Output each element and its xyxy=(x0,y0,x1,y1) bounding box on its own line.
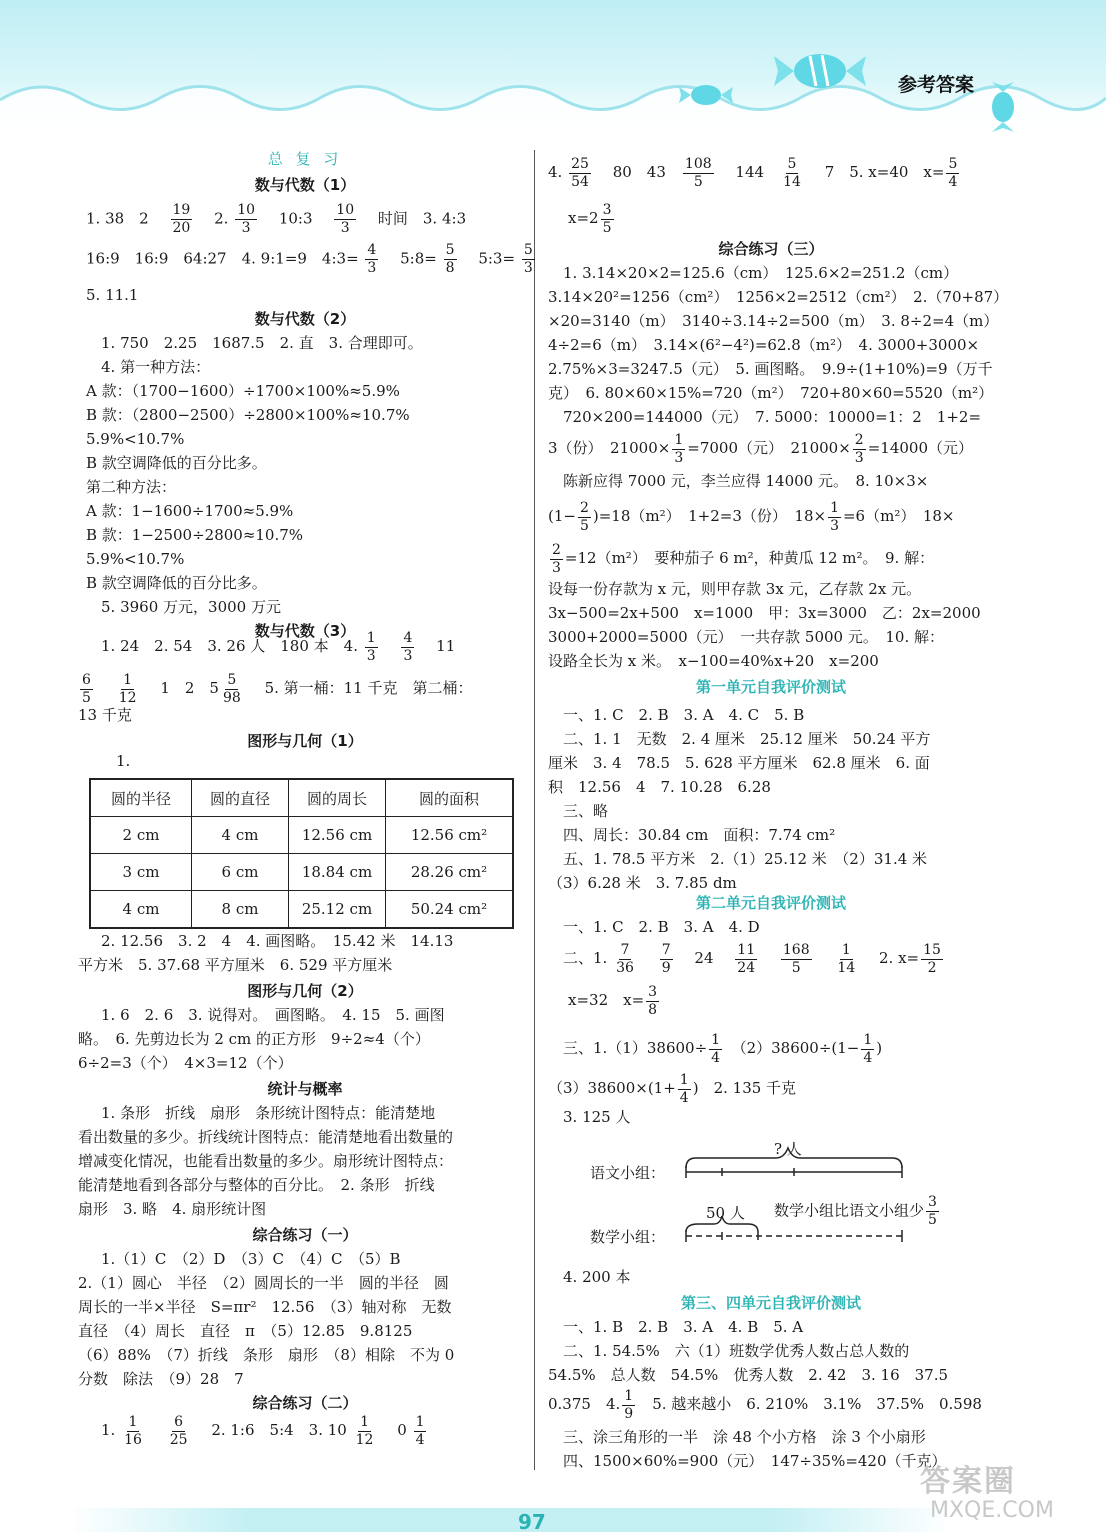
answer-line: 一、1. B 2. B 3. A 4. B 5. A xyxy=(548,1318,804,1336)
answer-line: 陈新应得 7000 元，李兰应得 14000 元。 8. 10×3× xyxy=(548,472,929,490)
answer-line: 1. xyxy=(116,752,131,770)
candy-icon xyxy=(770,46,870,96)
table-cell: 28.26 cm² xyxy=(386,854,514,891)
answer-line: 直径 （4）周长 直径 π （5）12.85 9.8125 xyxy=(78,1322,413,1340)
table-cell: 25.12 cm xyxy=(289,891,386,929)
answer-line: ×20=3140（m） 3140÷3.14÷2=500（m） 3. 8÷2=4（m） xyxy=(548,312,999,330)
watermark-url: MXQE.COM xyxy=(930,1498,1054,1523)
answer-line: 克） 6. 80×60×15%=720（m²） 720+80×60=5520（m²） xyxy=(548,384,994,402)
diagram-fifty-label: 50 人 xyxy=(706,1204,745,1222)
answer-line: B 款：1−2500÷2800≈10.7% xyxy=(86,526,304,544)
section-title: 数与代数（1） xyxy=(254,176,356,194)
answer-line: 4. $\frac{25}{54}$ 80 43 $\frac{108}{5}$ 144 $\frac{5}{14}$ 7 5. x=40 x= $\frac{5}{4}$ xyxy=(548,155,958,190)
answer-line: （6）88% （7）折线 条形 扇形 （8）相除 不为 0 xyxy=(78,1346,455,1364)
answer-line: A 款：（1700−1600）÷1700×100%≈5.9% xyxy=(86,382,400,400)
answer-line: 1. $\frac{1}{16}$ $\frac{6}{25}$ 2. 1:6 5:4 3. 10 $\frac{1}{12}$ 0 $\frac{1}{4}$ xyxy=(86,1413,425,1448)
answer-line: 6÷2=3（个） 4×3=12（个） xyxy=(78,1054,293,1072)
section-title: 总 复 习 xyxy=(267,150,343,168)
section-title: 第三、四单元自我评价测试 xyxy=(680,1294,861,1312)
section-title: 第二单元自我评价测试 xyxy=(695,894,846,912)
answer-line: 4÷2=6（m） 3.14×(6²−4²)=62.8（m²） 4. 3000+3000× xyxy=(548,336,980,354)
table-cell: 18.84 cm xyxy=(289,854,386,891)
answer-line: 5. 3960 万元，3000 万元 xyxy=(86,598,281,616)
answer-line: 5.9%<10.7% xyxy=(86,430,185,448)
answer-line: 一、1. C 2. B 3. A 4. D xyxy=(548,918,760,936)
answer-line: 第二种方法： xyxy=(86,478,177,496)
answer-line: （3）6.28 米 3. 7.85 dm xyxy=(548,874,737,892)
answer-line: 四、1500×60%=900（元） 147÷35%=420（千克） xyxy=(548,1452,947,1470)
column-divider xyxy=(534,150,535,1470)
answer-line: 4. 200 本 xyxy=(548,1268,631,1286)
section-title: 综合练习（二） xyxy=(252,1394,358,1412)
answer-line: 三、略 xyxy=(548,802,609,820)
section-title: 图形与几何（1） xyxy=(247,732,363,750)
section-title: 数与代数（2） xyxy=(254,310,356,328)
table-header-row xyxy=(90,779,513,817)
answer-line: 能清楚地看到各部分与整体的百分比。 2. 条形 折线 xyxy=(78,1176,435,1194)
answer-line: 二、1. 54.5% 六（1）班数学优秀人数占总人数的 xyxy=(548,1342,910,1360)
answer-line: 1. 750 2.25 1687.5 2. 直 3. 合理即可。 xyxy=(86,334,423,352)
answer-line: 1. 24 2. 54 3. 26 人 180 本 4. $\frac{1}{3}$ $\frac{4}{3}$ 11 xyxy=(86,629,456,664)
table-cell: 3 cm xyxy=(90,854,192,891)
answer-line: 厘米 3. 4 78.5 5. 628 平方厘米 62.8 厘米 6. 面 xyxy=(548,754,930,772)
answer-line: 平方米 5. 37.68 平方厘米 6. 529 平方厘米 xyxy=(78,956,393,974)
answer-line: $\frac{2}{3}$ =12（m²） 要种茄子 6 m²，种黄瓜 12 m²。 9. 解： xyxy=(552,541,935,576)
section-title: 综合练习（三） xyxy=(718,240,824,258)
table-cell: 8 cm xyxy=(192,891,289,929)
answer-line: 0.375 4. $\frac{1}{9}$ 5. 越来越小 6. 210% 3.1% 37.5% 0.598 xyxy=(548,1387,982,1422)
table-cell: 50.24 cm² xyxy=(386,891,514,929)
answer-line: 设路全长为 x 米。 x−100=40%x+20 x=200 xyxy=(548,652,879,670)
answer-line: 3. 125 人 xyxy=(548,1108,631,1126)
answer-line: 一、1. C 2. B 3. A 4. C 5. B xyxy=(548,706,805,724)
section-title: 数与代数（3） xyxy=(254,622,356,640)
answer-line: 5. 11.1 xyxy=(86,286,139,304)
table-header: 圆的直径 xyxy=(192,779,289,817)
candy-small-icon xyxy=(676,80,736,110)
answer-line: 2. 12.56 3. 2 4 4. 画图略。 15.42 米 14.13 xyxy=(86,932,454,950)
circle-table xyxy=(89,778,514,929)
answer-line: 三、1.（1）38600÷ $\frac{1}{4}$ （2）38600÷(1− $\frac{1}{4}$ ) xyxy=(548,1031,883,1066)
page-number: 97 xyxy=(518,1510,546,1534)
answer-line: 3.14×20²=1256（cm²） 1256×2=2512（cm²） 2.（70+87） xyxy=(548,288,1009,306)
answer-line: 1. 条形 折线 扇形 条形统计图特点：能清楚地 xyxy=(86,1104,436,1122)
answer-line: 周长的一半×半径 S=πr² 12.56 （3）轴对称 无数 xyxy=(78,1298,452,1316)
answer-line: 2.75%×3=3247.5（元） 5. 画图略。 9.9÷(1+10%)=9（万千 xyxy=(548,360,993,378)
answer-line: 13 千克 xyxy=(78,706,132,724)
answer-line: 扇形 3. 略 4. 扇形统计图 xyxy=(78,1200,267,1218)
answer-line: (1− $\frac{2}{5}$ )=18（m²） 1+2=3（份） 18× $\frac{1}{3}$ =6（m²） 18× xyxy=(548,499,955,534)
table-header: 圆的半径 xyxy=(90,779,192,817)
answer-line: 54.5% 总人数 54.5% 优秀人数 2. 42 3. 16 37.5 xyxy=(548,1366,949,1384)
candy-right-icon xyxy=(980,82,1026,132)
answer-line: 4. 第一种方法： xyxy=(86,358,211,376)
diagram-chinese-label: 语文小组： xyxy=(590,1164,666,1182)
watermark-logo: 答案圈 xyxy=(920,1464,1016,1499)
diagram-math-label: 数学小组： xyxy=(590,1228,666,1246)
diagram-note: 数学小组比语文小组少 $\frac{3}{5}$ xyxy=(774,1194,937,1228)
answer-line: 1. 6 2. 6 3. 说得对。 画图略。 4. 15 5. 画图 xyxy=(86,1006,445,1024)
answer-line: 分数 除法 （9）28 7 xyxy=(78,1370,244,1388)
answer-line: 3（份） 21000× $\frac{1}{3}$ =7000（元） 21000× $\frac{2}{3}$ =14000（元） xyxy=(548,431,974,466)
answer-line: A 款：1−1600÷1700≈5.9% xyxy=(86,502,294,520)
answer-line: 五、1. 78.5 平方米 2.（1）25.12 米 （2）31.4 米 xyxy=(548,850,928,868)
section-title: 统计与概率 xyxy=(267,1080,343,1098)
answer-line: 2.（1）圆心 半径 （2）圆周长的一半 圆的半径 圆 xyxy=(78,1274,449,1292)
table-cell: 4 cm xyxy=(90,891,192,929)
table-cell: 6 cm xyxy=(192,854,289,891)
answer-line: 二、1. 1 无数 2. 4 厘米 25.12 厘米 50.24 平方 xyxy=(548,730,931,748)
answer-line: （3）38600×(1+ $\frac{1}{4}$ ) 2. 135 千克 xyxy=(548,1071,797,1106)
answer-line: $\frac{6}{5}$ $\frac{1}{12}$ 1 2 5 $\frac{5}{98}$ 5. 第一桶：11 千克 第二桶： xyxy=(82,671,473,706)
answer-line: x=32 x= $\frac{3}{8}$ xyxy=(568,983,658,1018)
answer-line: 设每一份存款为 x 元，则甲存款 3x 元，乙存款 2x 元。 xyxy=(548,580,922,598)
answer-line: B 款：（2800−2500）÷2800×100%≈10.7% xyxy=(86,406,410,424)
answer-line: 三、涂三角形的一半 涂 48 个小方格 涂 3 个小扇形 xyxy=(548,1428,926,1446)
answer-line: 1. 3.14×20×2=125.6（cm） 125.6×2=251.2（cm） xyxy=(548,264,959,282)
table-row xyxy=(90,817,513,854)
footer-band xyxy=(70,1508,950,1532)
answer-line: 3x−500=2x+500 x=1000 甲：3x=3000 乙：2x=2000 xyxy=(548,604,981,622)
section-title: 第一单元自我评价测试 xyxy=(695,678,846,696)
answer-line: 四、周长：30.84 cm 面积：7.74 cm² xyxy=(548,826,836,844)
section-title: 综合练习（一） xyxy=(252,1226,358,1244)
answer-line: 5.9%<10.7% xyxy=(86,550,185,568)
section-title: 图形与几何（2） xyxy=(247,982,363,1000)
table-header: 圆的面积 xyxy=(386,779,514,817)
answer-line: 看出数量的多少。折线统计图特点：能清楚地看出数量的 xyxy=(78,1128,454,1146)
answer-line: 720×200=144000（元） 7. 5000：10000=1：2 1+2= xyxy=(548,408,982,426)
answer-line: B 款空调降低的百分比多。 xyxy=(86,574,267,592)
answer-line: 二、1. $\frac{7}{36}$ $\frac{7}{9}$ 24 $\frac{11}{24}$ $\frac{168}{5}$ $\frac{1}{14}$ 2. x= $\frac{15}{2}$ xyxy=(548,941,941,976)
answer-line: x=2 $\frac{3}{5}$ xyxy=(568,201,612,236)
answer-line: 增减变化情况，也能看出数量的多少。扇形统计图特点： xyxy=(78,1152,454,1170)
answer-line: 1. 38 2 $\frac{19}{20}$ 2. $\frac{10}{3}$ 10:3 $\frac{10}{3}$ 时间 3. 4:3 xyxy=(86,202,467,236)
table-cell: 12.56 cm xyxy=(289,817,386,854)
answer-line: 3000+2000=5000（元） 一共存款 5000 元。 10. 解： xyxy=(548,628,944,646)
bar-model-diagram xyxy=(548,1136,988,1266)
table-cell: 4 cm xyxy=(192,817,289,854)
answer-line: 积 12.56 4 7. 10.28 6.28 xyxy=(548,778,771,796)
table-header: 圆的周长 xyxy=(289,779,386,817)
table-row xyxy=(90,891,513,929)
answer-line: 略。 6. 先剪边长为 2 cm 的正方形 9÷2≈4（个） xyxy=(78,1030,430,1048)
table-cell: 2 cm xyxy=(90,817,192,854)
diagram-question-label: ? 人 xyxy=(774,1140,802,1158)
table-cell: 12.56 cm² xyxy=(386,817,514,854)
answer-line: 1.（1）C （2）D （3）C （4）C （5）B xyxy=(86,1250,401,1268)
answer-line: 16:9 16:9 64:27 4. 9:1=9 4:3= $\frac{4}{3}$ 5:8= $\frac{5}{8}$ 5:3= $\frac{5}{3}$ xyxy=(86,242,533,276)
answer-line: B 款空调降低的百分比多。 xyxy=(86,454,267,472)
page-header-title: 参考答案 xyxy=(898,74,975,96)
table-row xyxy=(90,854,513,891)
